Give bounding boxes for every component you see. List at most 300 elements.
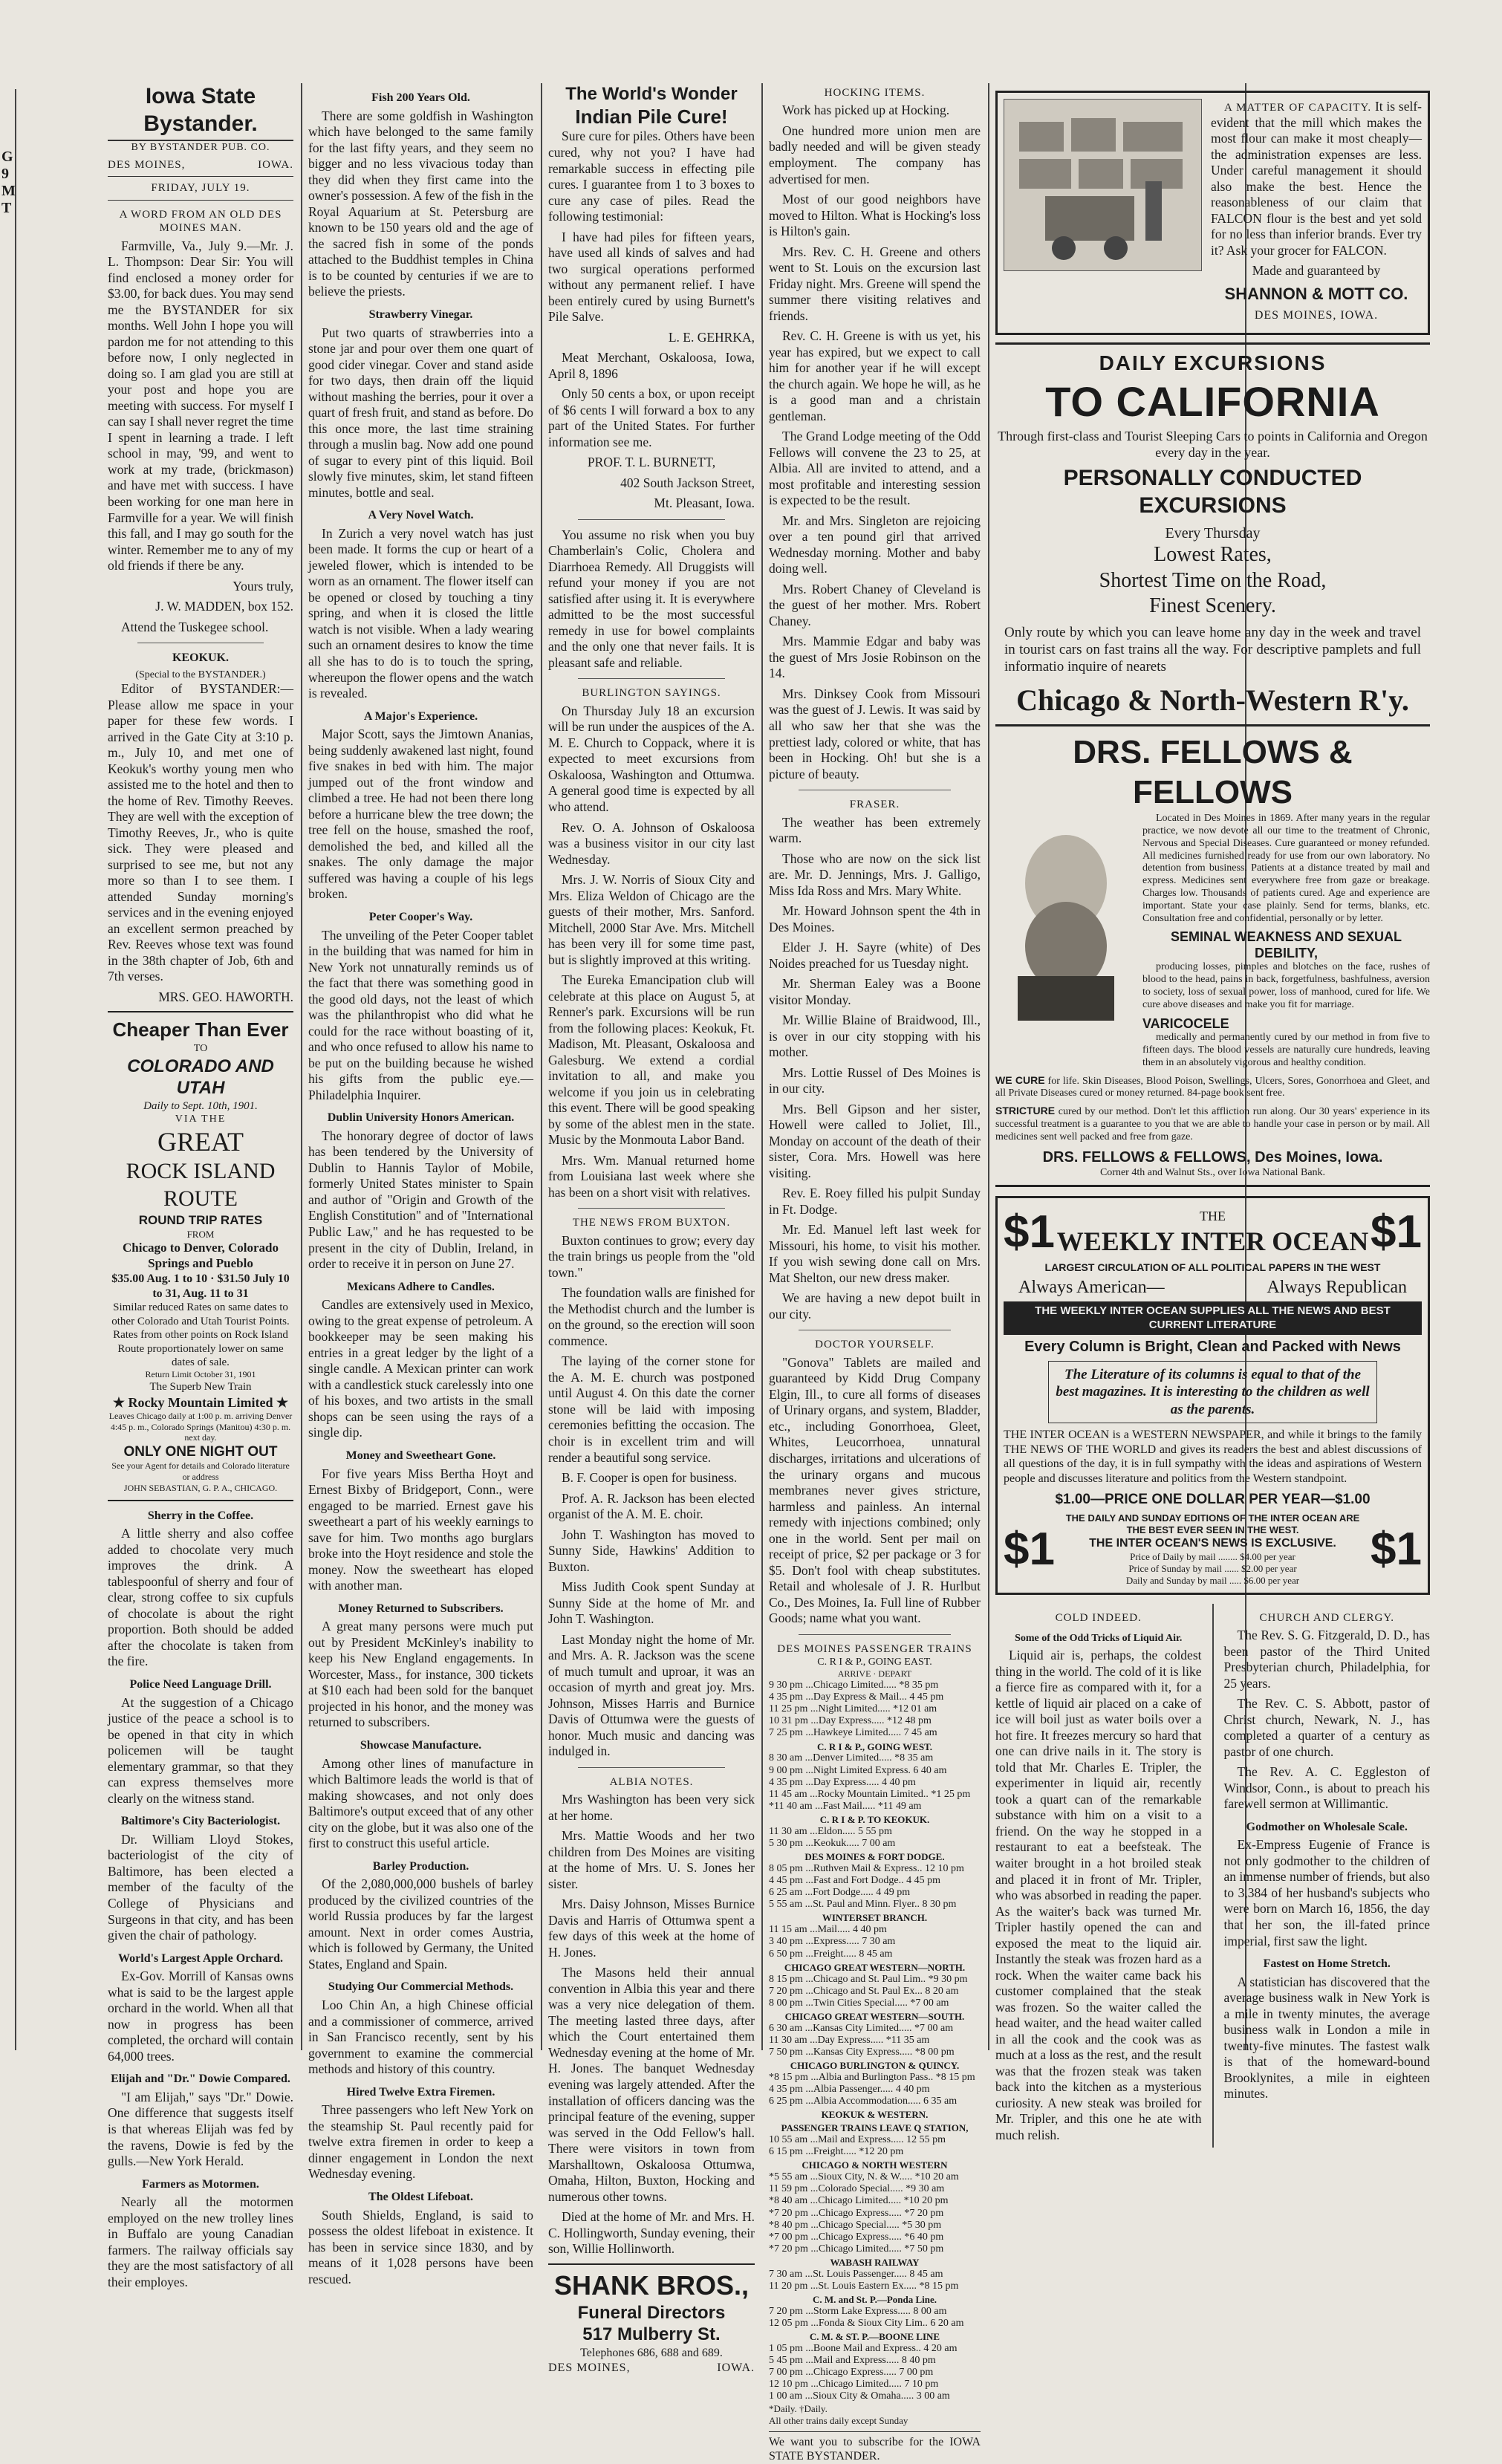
ad-line: THE DAILY AND SUNDAY EDITIONS OF THE INTER OCEAN ARE THE BEST EVER SEEN IN THE WEST. <box>1065 1512 1360 1536</box>
article-body: Mrs. Mammie Edgar and baby was the guest of Mrs Josie Robinson on the 14. <box>769 634 981 681</box>
ad-line: ONLY ONE NIGHT OUT <box>123 1444 278 1460</box>
ad-line: See your Agent for details and Colorado literature or address <box>111 1460 290 1483</box>
testimonial: I have had piles for fifteen years, have used all kinds of salves and had two surgical operations performed without any permanent relief. I have been entirely cured by using Burnett's Pile Salve. <box>548 229 755 325</box>
subscribe-notice: We want you to subscribe for the IOWA STATE BYSTANDER. <box>769 2431 981 2464</box>
timetable-row: 11 45 am ...Rocky Mountain Limited.. *1 25 pm <box>769 1788 971 1800</box>
timetable-section: KEOKUK & WESTERN. <box>821 2109 929 2121</box>
timetable-row: *8 15 pm ...Albia and Burlington Pass.. *8 15 pm <box>769 2071 975 2083</box>
drs-ad-text <box>1142 813 1430 1074</box>
ad-line: ROUTE <box>163 1186 238 1212</box>
timetable-row: 11 30 am ...Eldon..... 5 55 pm <box>769 1825 892 1837</box>
church-article <box>1224 1604 1431 2148</box>
article-headline: HOCKING ITEMS. <box>824 87 926 99</box>
ad-line: Every Column is Bright, Clean and Packed with News <box>1024 1339 1401 1356</box>
timetable-row: 11 25 pm ...Night Limited..... *12 01 am <box>769 1703 937 1715</box>
divider <box>799 1634 951 1635</box>
ad-line: FROM <box>186 1229 215 1241</box>
drs-fellows-ad <box>995 726 1430 1188</box>
article-body: Mrs. Bell Gipson and her sister, Howell were called to Joliet, Ill., Monday on account of the death of their sister, Cora. Mrs. Howell was here visiting. <box>769 1101 981 1180</box>
article-body: Died at the home of Mr. and Mrs. H. C. Hollingworth, Sunday evening, their son, Willie Hollinworth. <box>548 2209 755 2257</box>
ad-line: VIA THE <box>175 1113 227 1125</box>
ad-body <box>995 1074 1430 1101</box>
article-headline: Dublin University Honors American. <box>327 1111 515 1125</box>
ad-headline: The World's Wonder <box>565 84 738 104</box>
timetable-note: All other trains daily except Sunday <box>769 2414 908 2426</box>
timetable-row: 11 30 am ...Day Express..... *11 35 am <box>769 2034 930 2046</box>
timetable-row: 7 50 pm ...Kansas City Express..... *8 00 pm <box>769 2046 955 2058</box>
timetable-row: 6 50 pm ...Freight..... 8 45 am <box>769 1948 893 1960</box>
article-body: Ex-Gov. Morrill of Kansas owns what is said to be the largest apple orchard in the world. When all that now in progress has been completed, the orchard will contain 64,000 trees. <box>108 1969 293 2064</box>
article-headline: FRASER. <box>849 799 900 811</box>
ad-bottom <box>1004 1512 1422 1587</box>
ad-line: Daily to Sept. 10th, 1901. <box>143 1099 258 1112</box>
article-body: Mr. Ed. Manuel left last week for Missouri, his home, to visit his mother. If you wish sewing done call on Mrs. Mat Shelton, our new dress maker. <box>769 1222 981 1285</box>
ad-body: THE INTER OCEAN is a WESTERN NEWSPAPER, and while it brings to the family THE NEWS OF THE WORLD and gives its readers the best and ablest discussions of all questions of the day, it is in full sympathy with the ideas and aspirations of Western people and discusses literature and politics from the Western standpoint. <box>1004 1428 1422 1485</box>
timetable-row: *8 40 am ...Chicago Limited..... *10 20 pm <box>769 2195 949 2207</box>
article-body: The laying of the corner stone for the A. M. E. church was postponed until August 4. On this date the corner stone will be laid with imposing ceremonies befitting the occasion. The choir is in excellent trim and will render a beautiful song service. <box>548 1353 755 1465</box>
ad-contact: PROF. T. L. BURNETT, <box>587 455 716 470</box>
ad-line: Telephones 686, 688 and 689. <box>580 2346 723 2359</box>
ad-headline: WEEKLY INTER OCEAN <box>1056 1226 1369 1256</box>
ad-headline: TO CALIFORNIA <box>1045 377 1380 425</box>
article-body: For five years Miss Bertha Hoyt and Ernest Bixby of Bridgeport, Conn., were engaged to be married. Ernest gave his sweetheart a part of his weekly earnings to save for him. Two months ago burglars broke into the Hoyt residence and stole the money. Now the sweetheart has eloped with another man. <box>308 1466 533 1593</box>
article-body: Put two quarts of strawberries into a stone jar and pour over them one quart of good cider vinegar. Cover and stand aside for two days, then drain off the liquid without mashing the berries, pour it over a quart of fresh fruit, and stand as before. Do this once more, the last time straining through a muslin bag. Now add one pound of sugar to every pint of this liquid. Boil slowly five minutes, skim, let stand fifteen minutes, bottle and seal. <box>308 325 533 500</box>
timetable-title: DES MOINES PASSENGER TRAINS <box>777 1642 972 1655</box>
article-body: The Rev. S. G. Fitzgerald, D. D., has been pastor of the Third United Presbyterian church, Philadelphia, for 25 years. <box>1223 1628 1430 1691</box>
ad-body: Meat Merchant, Oskaloosa, Iowa, April 8, 1896 <box>548 350 755 381</box>
timetable-columns: ARRIVE · DEPART <box>837 1668 912 1680</box>
ad-body: Only 50 cents a box, or upon receipt of $6 cents I will forward a box to any part of the United States. For further information see me. <box>548 386 755 449</box>
timetable-note: *Daily. †Daily. <box>769 2402 828 2414</box>
ad-line: The Superb New Train <box>149 1381 252 1394</box>
timetable-row: 11 20 pm ...St. Louis Eastern Ex..... *8 15 pm <box>769 2280 959 2292</box>
signature: J. W. MADDEN, box 152. <box>155 599 293 614</box>
article-body: Last Monday night the home of Mr. and Mrs. A. R. Jackson was the scene of much tumult and uproar, it was an occasion of myrth and great joy. Mrs. Johnson, Misses Harris and Burnice Davis of Ottumwa were the guests of honor. Much music and dancing was indulged in. <box>548 1631 755 1759</box>
timetable-row: 6 15 pm ...Freight..... *12 20 pm <box>769 2146 904 2158</box>
article-body: Mr. and Mrs. Singleton are rejoicing over a ten pound girl that arrived Wednesday morning. Mother and baby doing well. <box>769 513 981 576</box>
ad-headline: SHANK BROS., <box>553 2269 750 2301</box>
ad-title <box>1057 1208 1368 1257</box>
timetable-row: 4 35 pm ...Day Express & Mail... 4 45 pm <box>769 1691 944 1703</box>
column-rule <box>761 83 763 2050</box>
ad-line: Finest Scenery. <box>1149 594 1276 618</box>
column-1 <box>108 83 293 2289</box>
ad-line: PERSONALLY CONDUCTED EXCURSIONS <box>1063 465 1362 518</box>
article-headline: Fastest on Home Stretch. <box>1263 1957 1391 1971</box>
article-body: The honorary degree of doctor of laws has been tendered by the University of Dublin to Hannis Taylor of Mobile, formerly United States minister to Spain and author of "Origin and Growth of the English Constitution" and of "International Public Law," and he has requested to be present in the city of Dublin, Ireland, in order to receive it in person on June 27. <box>308 1128 533 1272</box>
bottom-articles <box>995 1604 1430 2148</box>
article-body: Candles are extensively used in Mexico, owing to the great expense of petroleum. A bookkeeper may be seen making his entries in a great ledger by the light of a single candle. A Mexican printer can work with a candlestick stuck carelessly into one of his boxes, and two artists in the small shops can be seen using the rays of a single dip. <box>308 1297 533 1440</box>
article-headline: A Major's Experience. <box>363 709 478 723</box>
timetable-row: 5 55 am ...St. Paul and Minn. Flyer.. 8 30 pm <box>769 1899 957 1911</box>
timetable-section: CHICAGO & NORTH WESTERN <box>802 2159 948 2171</box>
ad-line: Funeral Directors <box>577 2302 726 2323</box>
article-body: Major Scott, says the Jimtown Ananias, being suddenly awakened last night, found five snakes in bed with him. The major jumped out of the front window and climbed a tree. He had not been there long before a hurricane blew the tree down; the tree fell on the house, smashed the roof, demolished the bed, and killed all the snakes. The only damage the major suffered was having a couple of his legs broken. <box>308 726 533 902</box>
margin-text: G 9 M T <box>1 149 16 216</box>
article-body: A little sherry and also coffee added to chocolate very much improves the drink. A tablespoonful of sherry and four of clear, strong coffee to six cupfuls of chocolate is about the right proportion. Both should be added after the chocolate is taken from the fire. <box>108 1526 293 1669</box>
article-headline: Elijah and "Dr." Dowie Compared. <box>111 2073 290 2086</box>
ad-line: Rates from other points on Rock Island Route proportionately lower on same dates of sale. <box>113 1329 288 1369</box>
article-body: On Thursday July 18 an excursion will be run under the auspices of the A. M. E. Church to Coppack, where it is expected to meet excursions from Oskaloosa, Washington and Ottumwa. A general good time is expected by all who attend. <box>548 703 755 814</box>
timetable-row: *5 55 am ...Sioux City, N. & W..... *10 20 am <box>769 2171 959 2183</box>
article-body: Ex-Empress Eugenie of France is not only godmother to the children of an immense number of friends, but also to 3,384 of her husband's subjects who were born on March 16, 1856, the day that her son, the ill-fated prince imperial, first saw the light. <box>1223 1837 1431 1948</box>
ad-header <box>1004 1204 1422 1261</box>
article-headline: Police Need Language Drill. <box>129 1677 272 1691</box>
falcon-flour-ad <box>995 91 1430 335</box>
article-headline: Money Returned to Subscribers. <box>338 1602 504 1615</box>
article-body: At the suggestion of a Chicago justice of the peace a school is to be opened in that city in which policemen will be taught elementary grammar, so that they can express themselves more clearly on the witness stand. <box>108 1694 293 1806</box>
timetable-section: DES MOINES & FORT DODGE. <box>804 1851 945 1863</box>
inter-ocean-ad <box>995 1196 1430 1594</box>
ad-line: $35.00 Aug. 1 to 10 · $31.50 July 10 to 31, Aug. 11 to 31 <box>111 1272 290 1300</box>
ad-line: ROUND TRIP RATES <box>138 1213 263 1228</box>
article-body: Mrs. Rev. C. H. Greene and others went to St. Louis on the excursion last Friday night. Mrs. Greene will spend the summer there visiting relatives and friends. <box>769 244 981 323</box>
article-body: Nearly all the motormen employed on the new trolley lines in Buffalo are young Canadian farmers. The railway officials say they are the most satisfactory of all their employes. <box>108 2194 293 2289</box>
ad-slogan: Always Republican <box>1267 1277 1407 1297</box>
article-body: The unveiling of the Peter Cooper tablet in the building that was named for him in New York not unnaturally reminds us of the fact that there was something good in the good old days, not the least of which was the philanthropist who did what he could for the race without boasting of it, and who once refused to allow his name to be put on the building because he wished his gifts from the public eye.—Philadelphia Inquirer. <box>308 927 533 1102</box>
article-subhead: Some of the Odd Tricks of Liquid Air. <box>1015 1633 1183 1645</box>
ad-slogan: Always American— <box>1018 1277 1165 1297</box>
ad-headline: DRS. FELLOWS & FELLOWS <box>1073 733 1353 811</box>
train-timetable <box>769 1680 981 2403</box>
article-headline: World's Largest Apple Orchard. <box>118 1951 283 1965</box>
timetable-row: *7 00 pm ...Chicago Express..... *6 40 pm <box>769 2231 944 2243</box>
ad-body: producing losses, pimples and blotches on the face, rushes of blood to the head, pains in back, forgetfulness, bashfulness, aversion to society, loss of sexual power, loss of manhood, cured for life. We cure above diseases and make you fit for marriage. <box>1142 961 1430 1010</box>
publisher: BY BYSTANDER PUB. CO. <box>131 141 270 153</box>
timetable-section: CHICAGO GREAT WESTERN—SOUTH. <box>784 2010 965 2022</box>
timetable-row: 6 25 am ...Fort Dodge..... 4 49 pm <box>769 1887 911 1899</box>
timetable-row: 6 25 pm ...Albia Accommodation..... 6 35 am <box>769 2096 958 2107</box>
article-body: Among other lines of manufacture in which Baltimore leads the world is that of making showcases, and not only does Baltimore's output exceed that of any other city on the globe, but it was also one of the first to construct this useful article. <box>308 1755 533 1851</box>
timetable-row: 11 15 am ...Mail..... 4 40 pm <box>769 1924 887 1936</box>
timetable-row: *7 20 pm ...Chicago Limited..... *7 50 pm <box>769 2243 944 2255</box>
article-body: Farmville, Va., July 9.—Mr. J. L. Thompson: Dear Sir: You will find enclosed a money order for $3.00, for back dues. You may send me the BYSTANDER for six months. Well John I hope you will pardon me for not attending to this before now, I only neglected in doing so. I am glad you are still at your post and hope you are meeting with success. For myself I can say I shall never regret the time I spent in learning a trade. I left school in may, '99, and went to work at my trade, (brickmason) and have met with success. I have been working for one man here in Farmville for a year. We will finish this fall, and I may go south for the winter. Remember me to any of my old friends if there be any. <box>108 238 293 573</box>
timetable-subtitle: C. R I & P., GOING EAST. <box>817 1657 932 1668</box>
ad-prices <box>1062 1512 1363 1587</box>
article-headline: BURLINGTON SAYINGS. <box>582 687 721 700</box>
article-body: Most of our good neighbors have moved to Hilton. What is Hocking's loss is Hilton's gain. <box>769 192 981 239</box>
ad-line: ★ Rocky Mountain Limited ★ <box>112 1394 289 1410</box>
cold-indeed-article <box>995 1604 1202 2148</box>
masthead: Iowa State Bystander. <box>108 83 293 141</box>
ad-contact: 402 South Jackson Street, <box>620 475 755 490</box>
timetable-section: PASSENGER TRAINS LEAVE Q STATION, <box>781 2122 969 2134</box>
ad-contact: Mt. Pleasant, Iowa. <box>654 495 755 511</box>
ad-city: DES MOINES, IOWA. <box>1254 308 1379 322</box>
article-body: Work has picked up at Hocking. <box>782 103 950 118</box>
article-headline: Money and Sweetheart Gone. <box>345 1449 496 1462</box>
dateline <box>108 154 293 177</box>
timetable-row: 8 30 am ...Denver Limited..... *8 35 am <box>769 1752 934 1764</box>
timetable-row: 7 20 pm ...Chicago and St. Paul Ex... 8 20 am <box>769 1985 959 1997</box>
left-margin-fragment <box>0 89 16 2050</box>
article-body: Loo Chin An, a high Chinese official and a commissioner of commerce, arrived in San Francisco recently, sent by his government to examine the commercial methods and history of this country. <box>308 1997 533 2077</box>
article-body: The Rev. C. S. Abbott, pastor of Christ church, Newark, N. J., has completed a quarter of a century as pastor of one church. <box>1223 1696 1430 1759</box>
timetable-row: 7 30 am ...St. Louis Passenger..... 8 45 am <box>769 2268 943 2280</box>
article-body: Those who are now on the sick list are. Mr. D. Jennings, Mrs. J. Galligo, Miss Ida Ross and Mrs. Mary White. <box>769 851 981 898</box>
article-headline: Mexicans Adhere to Candles. <box>347 1280 495 1293</box>
ad-subhead: WE CURE <box>995 1073 1045 1086</box>
ad-line <box>548 2361 755 2376</box>
timetable-row: 6 30 am ...Kansas City Limited..... *7 00 am <box>769 2022 954 2034</box>
ad-railway-name: Chicago & North-Western R'y. <box>1016 683 1409 717</box>
dollar-sign: $1 <box>1371 1206 1422 1258</box>
ad-text: cured by our method. Don't let this affliction run along. Our 30 years' experience in its successful treatment is a guarantee to you that we are able to handle your case in person or by mail. All medicines sent well packed and free from gaze. <box>995 1106 1430 1142</box>
article-headline: Sherry in the Coffee. <box>147 1509 254 1522</box>
timetable-section: WINTERSET BRANCH. <box>822 1912 928 1924</box>
column-rule <box>1212 1604 1214 2148</box>
timetable-section: C. M. & ST. P.—BOONE LINE <box>809 2331 940 2343</box>
ad-line: Through first-class and Tourist Sleeping Cars to points in California and Oregon every day in the year. <box>998 428 1428 460</box>
column-3 <box>548 83 755 2374</box>
article-headline: Strawberry Vinegar. <box>368 308 473 321</box>
article-body: We are having a new depot built in our city. <box>769 1290 981 1322</box>
shank-bros-ad <box>548 2263 755 2376</box>
california-ad <box>995 342 1430 726</box>
falcon-ad-text <box>1211 99 1422 327</box>
article-body: There are some goldfish in Washington which have belonged to the same family for the last fifty years, and they seem no bigger and no less vivacious today than they did when they first came into the owner's possession. A few of the fish in the Royal Aquarium at St. Petersburg are known to be 150 years old and the age of the sacred fish in some of the ponds attached to the Buddhist temples in China is to be counted by centuries if we are to believe the priests. <box>308 108 533 299</box>
timetable-row: *8 40 pm ...Chicago Special..... *5 30 pm <box>769 2219 942 2231</box>
article-headline: DOCTOR YOURSELF. <box>815 1339 934 1351</box>
price-row: Price of Daily by mail ........ $4.00 per year <box>1130 1550 1295 1562</box>
dollar-sign: $1 <box>1004 1206 1055 1258</box>
article-body: B. F. Cooper is open for business. <box>562 1470 738 1486</box>
ad-line: LARGEST CIRCULATION OF ALL POLITICAL PAPERS IN THE WEST <box>1044 1261 1381 1273</box>
ad-city: DES MOINES, <box>548 2361 631 2374</box>
timetable-section: C. R I & P., GOING WEST. <box>816 1740 933 1752</box>
article-body: Mr. Howard Johnson spent the 4th in Des Moines. <box>769 903 981 934</box>
ad-price: $1.00—PRICE ONE DOLLAR PER YEAR—$1.00 <box>1055 1491 1371 1507</box>
timetable-row: 4 45 pm ...Fast and Fort Dodge.. 4 45 pm <box>769 1875 940 1887</box>
article-body: Buxton continues to grow; every day the train brings us people from the "old town." <box>548 1232 755 1280</box>
article-body: One hundred more union men are badly needed and will be given steady employment. The company has advertised for men. <box>769 123 981 186</box>
ad-line: Return Limit October 31, 1901 <box>145 1369 256 1380</box>
ad-line: TO <box>193 1043 208 1055</box>
timetable-row: 9 00 pm ...Night Limited Express. 6 40 am <box>769 1764 947 1776</box>
timetable-row: 1 00 am ...Sioux City & Omaha..... 3 00 am <box>769 2390 950 2402</box>
article-headline: CHURCH AND CLERGY. <box>1259 1611 1394 1624</box>
ad-company: SHANNON & MOTT CO. <box>1224 284 1408 303</box>
timetable-row: *7 20 pm ...Chicago Express..... *7 20 pm <box>769 2207 944 2219</box>
column-rule <box>541 83 542 2050</box>
article-body: Mrs. Mattie Woods and her two children from Des Moines are visiting at the home of Mrs. U. S. Jones her sister. <box>548 1828 755 1891</box>
ad-address: Corner 4th and Walnut Sts., over Iowa National Bank. <box>1099 1167 1326 1179</box>
article-headline: THE NEWS FROM BUXTON. <box>572 1217 731 1229</box>
article-body: John T. Washington has moved to Sunny Side, Hawkins' Addition to Buxton. <box>548 1527 755 1574</box>
drs-ad-more <box>995 1074 1430 1144</box>
timetable-row: 4 35 pm ...Day Express..... 4 40 pm <box>769 1776 916 1788</box>
article-body: The Grand Lodge meeting of the Odd Fellows will convene the 23 to 25, at Albia. All are invited to attend, and a most profitable and interesting session is expected to be the result. <box>769 429 981 508</box>
ad-line: THE <box>1200 1209 1226 1224</box>
article-body: Mr. Willie Blaine of Braidwood, Ill., is over in our city stopping with his mother. <box>769 1012 981 1060</box>
ad-line: COLORADO AND UTAH <box>127 1056 274 1099</box>
ad-line: Made and guaranteed by <box>1252 263 1381 279</box>
article-body: Rev. C. H. Greene is with us yet, his year has expired, but we expect to call him for another year if he will except the church again. We hope he will, as he is a good man and a christain gentleman. <box>769 328 981 423</box>
article-body: "I am Elijah," says "Dr." Dowie. One difference that suggests itself is that whereas Elijah was fed by the ravens, Dowie is fed by the gulls.—New York Herald. <box>108 2089 293 2169</box>
article-body: Prof. A. R. Jackson has been elected organist of the A. M. E. choir. <box>548 1490 755 1522</box>
article-body: Dr. William Lloyd Stokes, bacteriologist of the city of Baltimore, has been elected a member of the faculty of the College of Physicians and Surgeons in that city, and has been given the chair of pathology. <box>108 1831 293 1943</box>
article-body: Miss Judith Cook spent Sunday at Sunny Side at the home of Mr. and John T. Washington. <box>548 1579 755 1627</box>
article-headline: A WORD FROM AN OLD DES MOINES MAN. <box>119 208 282 235</box>
article-body: Rev. O. A. Johnson of Oskaloosa was a business visitor in our city last Wednesday. <box>548 819 755 867</box>
column-4 <box>769 83 981 2463</box>
timetable-row: 3 40 pm ...Express..... 7 30 am <box>769 1936 896 1948</box>
article-headline: Peter Cooper's Way. <box>368 910 473 923</box>
column-rule <box>988 83 989 2050</box>
ad-line: Cheaper Than Ever <box>112 1018 289 1041</box>
dollar-sign: $1 <box>1004 1523 1055 1575</box>
ad-line: Leaves Chicago daily at 1:00 p. m. arriving Denver 4:45 p. m., Colorado Springs (Manitou) 4:30 p. m. next day. <box>108 1410 293 1443</box>
ad-line: Similar reduced Rates on same dates to other Colorado and Utah Tourist Points. <box>111 1301 290 1327</box>
timetable-row: 5 30 pm ...Keokuk..... 7 00 am <box>769 1837 896 1849</box>
timetable-row: 12 05 pm ...Fonda & Sioux City Lim.. 6 20 am <box>769 2318 964 2330</box>
price-row: Price of Sunday by mail ...... $2.00 per year <box>1128 1562 1297 1574</box>
timetable-row: 7 00 pm ...Chicago Express..... 7 00 pm <box>769 2367 934 2379</box>
article-body: Mrs Washington has been very sick at her home. <box>548 1792 755 1823</box>
article-body: Mrs. Dinksey Cook from Missouri was the guest of J. Lewis. It was said by all who saw her that she was the prettiest lady, colored or white, that has been in Hocking. Oh! but she is a picture of beauty. <box>769 686 981 781</box>
article-body: Of the 2,080,000,000 bushels of barley produced by the civilized countries of the world Russia produces by far the largest amount. Next in order comes Austria, which is followed by Germany, the United States, England and Spain. <box>308 1876 533 1971</box>
ad-subhead: STRICTURE <box>995 1105 1056 1117</box>
doctor-portrait <box>995 813 1137 1021</box>
timetable-row: 8 00 pm ...Twin Cities Special..... *7 00 am <box>769 1997 949 2009</box>
ad-line: THE INTER OCEAN'S NEWS IS EXCLUSIVE. <box>1089 1537 1336 1550</box>
article-headline: COLD INDEED. <box>1055 1611 1142 1624</box>
ad-line: GREAT <box>157 1127 244 1157</box>
timetable-section: C. M. and St. P.—Ponda Line. <box>812 2294 937 2306</box>
issue-date: FRIDAY, JULY 19. <box>108 181 293 200</box>
ad-line <box>1018 1277 1407 1299</box>
article-body: In Zurich a very novel watch has just been made. It forms the cup or heart of a jeweled flower, which is intended to be worn as an ornament. The flower itself can be opened or closed by touching a tiny spring, and when it is closed the little watch is not visible. When a lady wearing such an ornament desires to know the time all she has to do is to touch the spring, whereupon the flower opens and the watch is revealed. <box>308 525 533 701</box>
ad-subhead: VARICOCELE <box>1142 1015 1229 1031</box>
rock-island-ad <box>108 1011 293 1501</box>
ad-banner: THE WEEKLY INTER OCEAN SUPPLIES ALL THE NEWS AND BEST CURRENT LITERATURE <box>1004 1301 1422 1335</box>
article-body: The weather has been extremely warm. <box>769 814 981 846</box>
signature: MRS. GEO. HAWORTH. <box>158 989 293 1004</box>
flour-mill-illustration <box>1004 99 1202 271</box>
article-body: Elder J. H. Sayre (white) of Des Noides preached for us Tuesday night. <box>769 940 981 971</box>
dollar-sign: $1 <box>1371 1523 1422 1575</box>
article-body: The Masons held their annual convention in Albia this year and there was a very nice delegation of them. The meeting lasted three days, after which the Court entertained them Wednesday evening at the home of Mr. H. Jones. The banquet Wednesday evening was largely attended. After the installation of officers dancing was the principal feature of the evening, supper was served in the Odd Fellow's hall. There were visitors in town from Marshalltown, Oskaloosa Ottumwa, Omaha, Hilton, Buxton, Hocking and numerous other towns. <box>548 1965 755 2204</box>
ad-body: medically and permanently cured by our method in from five to fifteen days. The blood vessels are naturally cure hundreds, leaving them in an absolutely vigorous and healthy condition. <box>1142 1032 1430 1068</box>
article-body: The foundation walls are finished for the Methodist church and the lumber is on the ground, so the erection will soon commence. <box>548 1285 755 1348</box>
article-body: South Shields, England, is said to possess the oldest lifeboat in existence. It has been in service since 1830, and by means of it 1,028 persons have been rescued. <box>308 2207 533 2286</box>
timetable-row: 4 35 pm ...Albia Passenger..... 4 40 pm <box>769 2084 930 2096</box>
ad-line: ROCK ISLAND <box>126 1159 276 1184</box>
timetable-section: CHICAGO BURLINGTON & QUINCY. <box>790 2060 960 2072</box>
ad-line: 517 Mulberry St. <box>582 2324 721 2345</box>
ad-box: The Literature of its columns is equal to that of the best magazines. It is interesting to the children as well as the parents. <box>1048 1361 1377 1423</box>
timetable-section: WABASH RAILWAY <box>830 2256 920 2268</box>
divider <box>578 1767 725 1768</box>
article-body: You assume no risk when you buy Chamberlain's Colic, Cholera and Diarrhoea Remedy. All Druggists will refund your money if you are not satisfied after using it. It is everywhere admitted to be the most successful remedy in use for bowel complaints and the only one that never fails. It is pleasant safe and reliable. <box>548 527 755 670</box>
article-body: Three passengers who left New York on the steamship St. Paul recently paid for twelve extra firemen in order to keep a dinner engagement in London the next Wednesday evening. <box>308 2102 533 2182</box>
timetable-row: 7 20 pm ...Storm Lake Express..... 8 00 am <box>769 2305 947 2317</box>
article-body: Mrs. Wm. Manual returned home from Louisiana last week where she has been on a short visit with relatives. <box>548 1152 755 1200</box>
ad-headline: A MATTER OF CAPACITY. <box>1224 102 1372 114</box>
divider <box>578 1208 725 1209</box>
ad-body: Sure cure for piles. Others have been cured, why not you? I have had remarkable success in effecting pile cures. I guarantee from 1 to 3 boxes to cure any case of piles. Read the following testimonial: <box>548 129 755 224</box>
timetable-row: 5 45 pm ...Mail and Express..... 8 40 pm <box>769 2355 936 2367</box>
article-headline: Farmers as Motormen. <box>142 2177 259 2191</box>
article-subhead: (Special to the BYSTANDER.) <box>135 669 266 680</box>
article-headline: Showcase Manufacture. <box>360 1738 482 1752</box>
article-body: A statistician has discovered that the average business walk in New York is a mile in twenty minutes, the average business walk in London a mile in twenty-five minutes. The fastest walk is that of the homeward-bound Brooklynites, a mile in eighteen minutes. <box>1223 1974 1430 2101</box>
ad-line: Shortest Time on the Road, <box>1099 568 1327 592</box>
article-body: Rev. E. Roey filled his pulpit Sunday in Ft. Dodge. <box>769 1186 981 1217</box>
article-headline: Godmother on Wholesale Scale. <box>1246 1820 1408 1833</box>
signature: L. E. GEHRKA, <box>668 329 755 345</box>
divider <box>578 519 725 520</box>
timetable-row: 11 59 pm ...Colorado Special..... *9 30 am <box>769 2183 945 2195</box>
ad-subhead: SEMINAL WEAKNESS AND SEXUAL DEBILITY, <box>1170 929 1402 960</box>
article-headline: Baltimore's City Bacteriologist. <box>120 1815 281 1828</box>
column-rule <box>301 83 302 2050</box>
ad-text: It is self-evident that the mill which makes the most flour can make it most cheaply—the administration expenses are less. Under careful management it should also make the best. Hence the reasonableness of our claim that FALCON flour is the best and yet sold for no less than inferior brands. Ever try it? Ask your grocer for FALCON. <box>1211 99 1422 258</box>
timetable-row: 1 05 pm ...Boone Mail and Express.. 4 20 am <box>769 2343 958 2355</box>
article-body: Mrs. Robert Chaney of Cleveland is the guest of her mother. Mrs. Robert Chaney. <box>769 581 981 628</box>
ad-line: Every Thursday <box>1165 524 1261 542</box>
ad-headline: Indian Pile Cure! <box>575 105 728 128</box>
article-body: Mrs. J. W. Norris of Sioux City and Mrs. Eliza Weldon of Chicago are the guests of their mother, Mrs. Sanford. Mitchell, 2000 Star Ave. Mrs. Mitchell has been very ill for some time past, but is slightly improved at this writing. <box>548 872 755 967</box>
ad-line: Only route by which you can leave home any day in the week and travel in tourist cars on fast trains all the way. For descriptive pamplets and full informatio inquire of nearets <box>1004 624 1421 675</box>
state: IOWA. <box>258 159 293 171</box>
article-body: The Rev. A. C. Eggleston of Windsor, Conn., is about to preach his farewell sermon at Willimantic. <box>1223 1764 1430 1812</box>
ad-line: Lowest Rates, <box>1154 543 1272 567</box>
article-body: Attend the Tuskegee school. <box>121 619 269 634</box>
ad-body: Located in Des Moines in 1869. After many years in the regular practice, we now devote all our time to the treatment of Chronic, Nervous and Special Diseases. Cure guaranteed or money refunded. All medicines furnished ready for use from our own laboratory. No detention from business. Patients at a distance treated by mail and express. Medicines sent everywhere free from gaze or breakage. Charges low. Thousands of patients cured. Age and experience are important. State your case plainly. Send for terms, blanks, etc. Consultation free and confidential, personally or by letter. <box>1142 813 1430 924</box>
article-body: The Eureka Emancipation club will celebrate at this place on August 5, at Renner's park. Excursions will be run from the following places: Keokuk, Ft. Madison, Mt. Pleasant, Oskaloosa and Galesburg. We extend a cordial invitation to all, and make you welcome if you join us in celebrating this event. There will be good speaking by some of the ablest men in the state. Music by the Monmouta Labor Band. <box>548 972 755 1148</box>
ad-text: for life. Skin Diseases, Blood Poison, Swellings, Ulcers, Sores, Gonorrhoea and Gleet, and all Private Diseases cured or money returned. 84-page book sent free. <box>995 1075 1431 1099</box>
ad-state: IOWA. <box>717 2361 755 2374</box>
timetable-section: CHICAGO GREAT WESTERN—NORTH. <box>784 1961 966 1973</box>
timetable-section: C. R I & P. TO KEOKUK. <box>819 1813 930 1825</box>
article-headline: Studying Our Commercial Methods. <box>328 1980 514 1994</box>
ad-line: DAILY EXCURSIONS <box>1099 351 1327 375</box>
city: DES MOINES, <box>108 159 186 171</box>
timetable-row: 12 10 pm ...Chicago Limited..... 7 10 pm <box>769 2379 939 2390</box>
article-body: Editor of BYSTANDER:— Please allow me space in your paper for these few words. I arrived in the Gate City at 3:10 p. m., July 10, and met one of Keokuk's worthy young men who assisted me to the hotel and then to the home of Rev. Timothy Reeves. They are well with the exception of Timothy Reeves, Jr., who is quite sick. They were pleased and surprised to see me, but not any more so than I to see them. I attended Sunday morning's services and in the evening enjoyed an excellent sermon preached by Rev. Reeves whose text was found in the 38th chapter of Job, 6th and 7th verses. <box>108 681 293 984</box>
article-headline: The Oldest Lifeboat. <box>368 2190 473 2203</box>
article-headline: Barley Production. <box>372 1859 469 1873</box>
article-headline: Fish 200 Years Old. <box>371 91 470 104</box>
timetable-row: 9 30 pm ...Chicago Limited..... *8 35 pm <box>769 1680 939 1691</box>
timetable-row: 8 15 pm ...Chicago and St. Paul Lim.. *9 30 pm <box>769 1973 968 1985</box>
timetable-row: 10 31 pm ...Day Express..... *12 48 pm <box>769 1715 932 1727</box>
ad-line: Chicago to Denver, Colorado Springs and Pueblo <box>123 1241 279 1271</box>
timetable-row: *11 40 am ...Fast Mail..... *11 49 am <box>769 1800 922 1812</box>
timetable-row: 10 55 am ...Mail and Express..... 12 55 pm <box>769 2134 946 2146</box>
timetable-row: 8 05 pm ...Ruthven Mail & Express.. 12 10 pm <box>769 1863 964 1874</box>
article-body: A great many persons were much put out by President McKinley's inability to keep his New England engagements. In Worcester, Mass., for instance, 300 tickets at $10 each had been sold for the banquet projected in his honor, and the money was returned to subscribers. <box>308 1619 533 1730</box>
article-body: Mrs. Lottie Russel of Des Moines is in our city. <box>769 1064 981 1096</box>
column-2 <box>308 83 533 2286</box>
timetable-row: 7 25 pm ...Hawkeye Limited..... 7 45 am <box>769 1727 937 1739</box>
ad-body <box>1211 99 1422 259</box>
signature: Yours truly, <box>233 578 293 594</box>
article-headline: KEOKUK. <box>172 651 229 665</box>
article-body: Mr. Sherman Ealey was a Boone visitor Monday. <box>769 976 981 1007</box>
article-body: Liquid air is, perhaps, the coldest thing in the world. The cold of it is like a fierce fire as compared with it, for a kettle of liquid air placed on a cake of ice will boil just as water boils over a hot fire. It freezes mercury so hard that one can drive nails in it. The story is told that Mr. Charles E. Tripler, the experimenter in liquid air, recently took a quart can of the remarkable substance with him on a visit to a friend. On the way he stopped in a restaurant to eat a beefsteak. The waiter brought in a hot broiled steak and placed it in front of Mr. Tripler, who was absorbed in reading the paper. As the waiter's back was turned Mr. Tripler hastily opened the can and exposed the meat to the liquid air. Instantly the steak was frozen hard as a rock. When the waiter came back his customer complained that the steak was frozen. So the waiter called the head waiter, and the head waiter called in all the cook and the cook was as much at a loss as the rest, and the result was that the frozen steak was taken back into the kitchen as a mysterious curiosity. A new steak was broiled for Mr. Tripler, and this one he ate with much relish. <box>995 1648 1202 2142</box>
ad-body <box>995 1105 1430 1143</box>
article-body: "Gonova" Tablets are mailed and guaranteed by Kidd Drug Company Elgin, Ill., to cure all forms of diseases of Urinary organs, and system, Bladder, etc., including Gonorrhoea, Gleet, Whites, Leucorrhoea, unnatural discharges, irritations and ulcerations of the urinary organs and mucous membranes never gives stricture, harmless and painless. An internal remedy with injections combined; only one in the world. Sent per mail on receipt of price, $2 per package or 3 for $5. Don't fool with cheap substitutes. Retail and wholesale of J. R. Hurlbut Co., Des Moines, Ia. Full line of Rubber Goods; name what you want. <box>769 1354 981 1626</box>
ad-line: JOHN SEBASTIAN, G. P. A., CHICAGO. <box>123 1482 278 1493</box>
ad-footer: DRS. FELLOWS & FELLOWS, Des Moines, Iowa. <box>1042 1148 1383 1166</box>
divider <box>578 678 725 679</box>
price-row: Daily and Sunday by mail ..... $6.00 per year <box>1125 1574 1300 1586</box>
article-headline: Hired Twelve Extra Firemen. <box>346 2085 495 2099</box>
drs-ad-body <box>995 813 1430 1074</box>
column-5 <box>995 83 1431 2142</box>
